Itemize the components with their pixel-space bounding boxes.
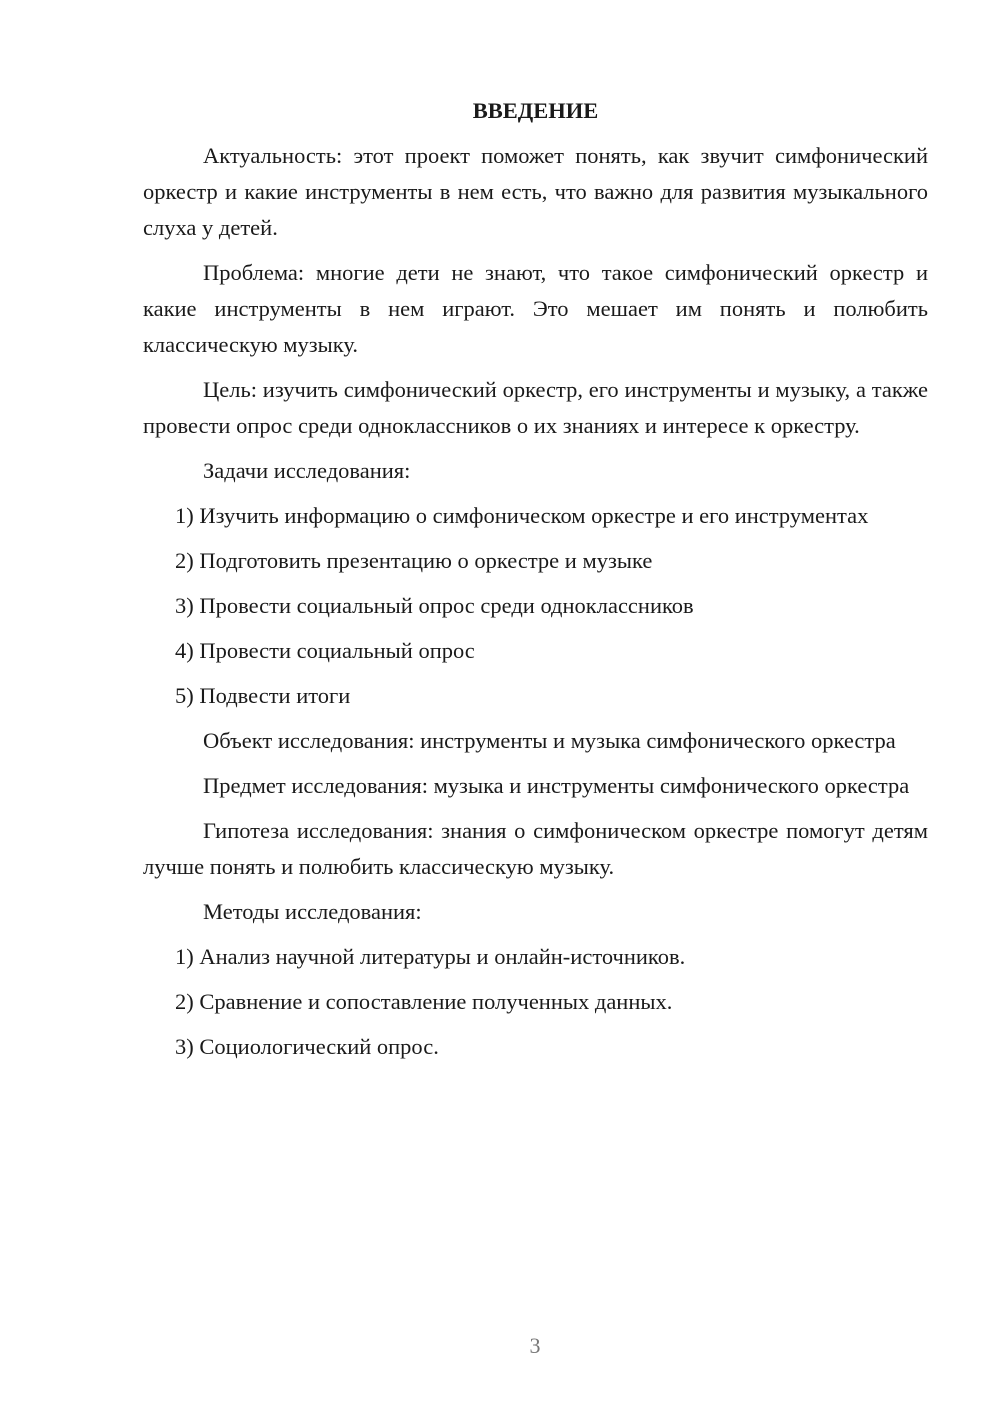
problem-paragraph: Проблема: многие дети не знают, что такое симфонический оркестр и какие инструменты в нем играют. Это мешает им понять и полюбить классическую музыку. [143, 260, 928, 357]
method-item: 1) Анализ научной литературы и онлайн-источников. [175, 944, 686, 969]
task-item: 1) Изучить информацию о симфоническом оркестре и его инструментах [175, 503, 869, 528]
goal-paragraph: Цель: изучить симфонический оркестр, его инструменты и музыку, а также провести опрос среди одноклассников о их знаниях и интересе к оркестру. [143, 377, 928, 438]
task-item: 4) Провести социальный опрос [175, 638, 475, 663]
hypothesis-paragraph: Гипотеза исследования: знания о симфоническом оркестре помогут детям лучше понять и полюбить классическую музыку. [143, 818, 928, 879]
methods-heading: Методы исследования: [203, 899, 422, 924]
method-item: 2) Сравнение и сопоставление полученных данных. [175, 989, 673, 1014]
subject-paragraph: Предмет исследования: музыка и инструменты симфонического оркестра [203, 773, 910, 798]
task-item: 3) Провести социальный опрос среди одноклассников [175, 593, 694, 618]
page-content [143, 93, 928, 1074]
object-paragraph: Объект исследования: инструменты и музыка симфонического оркестра [203, 728, 896, 753]
task-item: 5) Подвести итоги [175, 683, 351, 708]
task-item: 2) Подготовить презентацию о оркестре и музыке [175, 548, 653, 573]
section-title: ВВЕДЕНИЕ [472, 98, 599, 123]
method-item: 3) Социологический опрос. [175, 1034, 439, 1059]
relevance-paragraph: Актуальность: этот проект поможет понять, как звучит симфонический оркестр и какие инструменты в нем есть, что важно для развития музыкального слуха у детей. [143, 143, 928, 240]
page-number: 3 [529, 1333, 541, 1358]
tasks-heading: Задачи исследования: [203, 458, 411, 483]
